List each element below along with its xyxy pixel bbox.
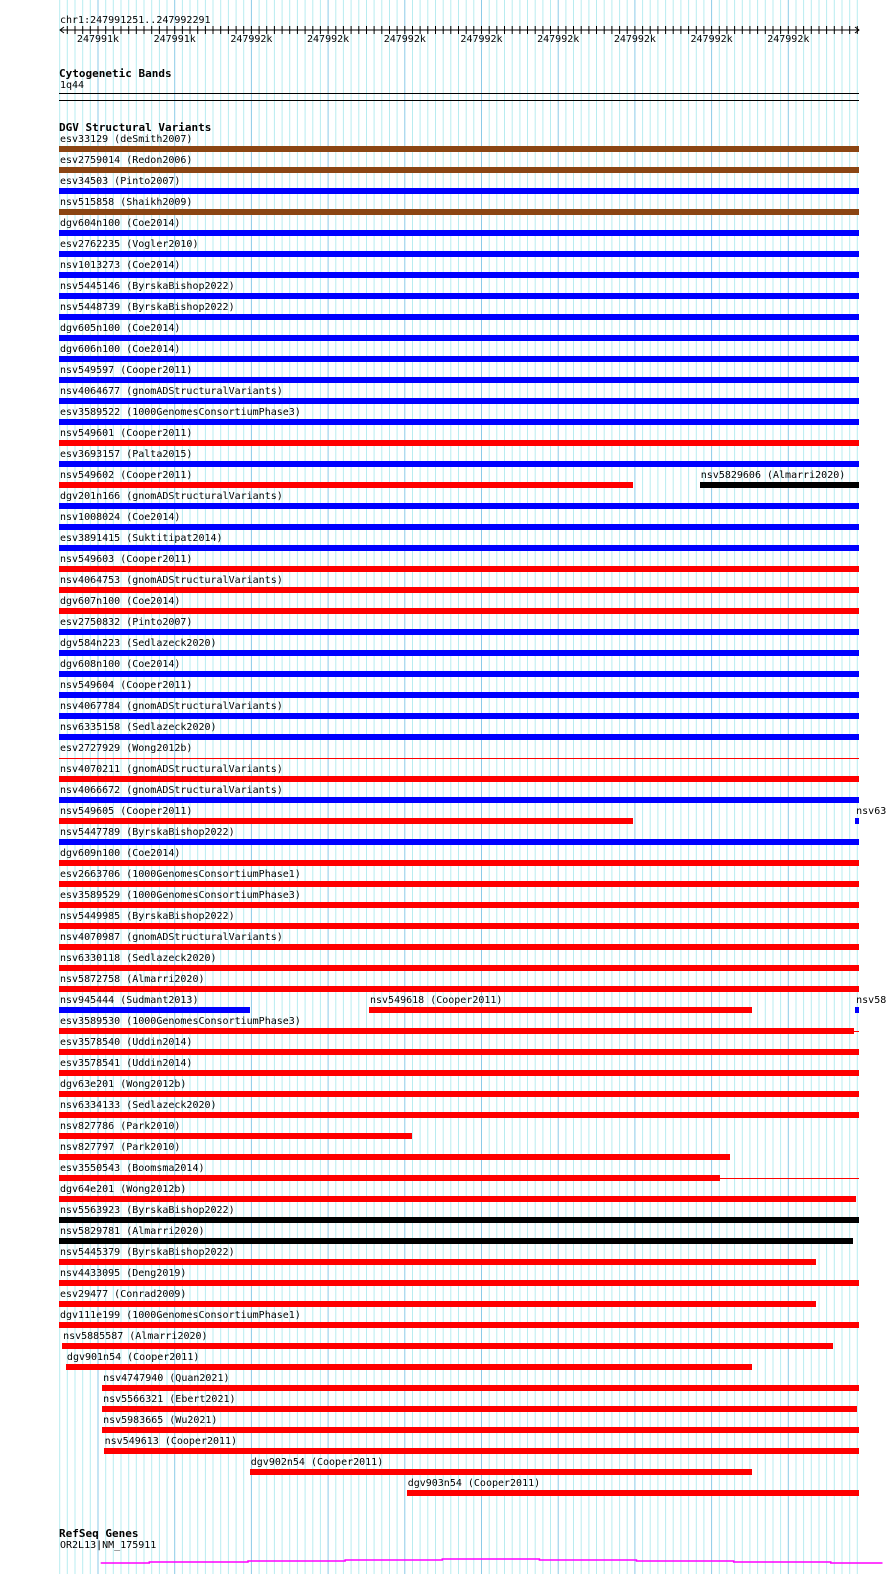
variant-bar[interactable] <box>59 860 859 866</box>
variant-label[interactable]: esv34503 (Pinto2007) <box>60 176 181 187</box>
variant-bar[interactable] <box>59 251 859 257</box>
variant-bar[interactable] <box>59 1007 250 1013</box>
variant-bar[interactable] <box>59 650 859 656</box>
variant-bar[interactable] <box>59 419 859 425</box>
cytoband-track-title: Cytogenetic Bands <box>59 67 172 80</box>
variant-bar[interactable] <box>59 1280 859 1286</box>
variant-label[interactable]: nsv4064753 (gnomADStructuralVariants) <box>60 575 283 586</box>
variant-label[interactable]: nsv5447789 (ByrskaBishop2022) <box>60 827 235 838</box>
variant-label[interactable]: esv3550543 (Boomsma2014) <box>60 1163 205 1174</box>
variant-bar[interactable] <box>59 671 859 677</box>
variant-bar[interactable] <box>102 1427 859 1433</box>
variant-bar[interactable] <box>59 335 859 341</box>
variant-label[interactable]: nsv4067784 (gnomADStructuralVariants) <box>60 701 283 712</box>
variant-bar[interactable] <box>59 356 859 362</box>
variant-label[interactable]: nsv945444 (Sudmant2013) <box>60 995 199 1006</box>
variant-label[interactable]: esv2727929 (Wong2012b) <box>60 743 193 754</box>
variant-bar[interactable] <box>102 1385 859 1391</box>
ruler-tick-label: 247992k <box>537 34 580 45</box>
variant-label[interactable]: esv3589530 (1000GenomesConsortiumPhase3) <box>60 1016 301 1027</box>
ruler-scale[interactable] <box>0 24 890 36</box>
variant-label[interactable]: nsv5563923 (ByrskaBishop2022) <box>60 1205 235 1216</box>
variant-label[interactable]: esv2762235 (Vogler2010) <box>60 239 199 250</box>
variant-thin-extension[interactable] <box>720 1178 859 1179</box>
variant-label[interactable]: nsv5829781 (Almarri2020) <box>60 1226 205 1237</box>
variant-label[interactable]: nsv549605 (Cooper2011) <box>60 806 193 817</box>
variant-label[interactable]: dgv201n166 (gnomADStructuralVariants) <box>60 491 283 502</box>
variant-label[interactable]: esv3589529 (1000GenomesConsortiumPhase3) <box>60 890 301 901</box>
variant-label[interactable]: dgv609n100 (Coe2014) <box>60 848 181 859</box>
variant-bar[interactable] <box>407 1490 859 1496</box>
variant-bar[interactable] <box>59 944 859 950</box>
variant-bar[interactable] <box>369 1007 752 1013</box>
variant-bar[interactable] <box>59 818 633 824</box>
gene-transcript-line[interactable] <box>101 1559 883 1563</box>
variant-label[interactable]: nsv6334133 (Sedlazeck2020) <box>60 1100 217 1111</box>
variant-bar[interactable] <box>59 1238 853 1244</box>
refseq-track-title: RefSeq Genes <box>59 1527 139 1540</box>
variant-bar[interactable] <box>59 461 859 467</box>
variant-bar[interactable] <box>59 923 859 929</box>
cytoband-line-top <box>59 93 859 94</box>
variant-label[interactable]: dgv902n54 (Cooper2011) <box>250 1457 384 1468</box>
variant-label[interactable]: nsv5448739 (ByrskaBishop2022) <box>60 302 235 313</box>
variant-label[interactable]: nsv5872758 (Almarri2020) <box>60 974 205 985</box>
variant-bar[interactable] <box>59 1091 859 1097</box>
variant-bar[interactable] <box>59 440 859 446</box>
variant-label[interactable]: nsv4070987 (gnomADStructuralVariants) <box>60 932 283 943</box>
variant-label[interactable]: nsv5445379 (ByrskaBishop2022) <box>60 1247 235 1258</box>
dgv-track-title: DGV Structural Variants <box>59 121 212 134</box>
variant-label[interactable]: esv29477 (Conrad2009) <box>60 1289 187 1300</box>
variant-label[interactable]: nsv5566321 (Ebert2021) <box>103 1394 236 1405</box>
variant-label[interactable]: nsv4064677 (gnomADStructuralVariants) <box>60 386 283 397</box>
ruler-tick-label: 247992k <box>690 34 733 45</box>
variant-label[interactable]: dgv111e199 (1000GenomesConsortiumPhase1) <box>60 1310 301 1321</box>
variant-bar[interactable] <box>855 1007 859 1013</box>
variant-bar[interactable] <box>59 1322 859 1328</box>
variant-bar[interactable] <box>59 272 859 278</box>
variant-label[interactable]: dgv584n223 (Sedlazeck2020) <box>60 638 217 649</box>
ruler-tick-label: 247991k <box>153 34 196 45</box>
ruler-tick-label: 247992k <box>230 34 273 45</box>
variant-bar[interactable] <box>59 1154 730 1160</box>
variant-label[interactable]: dgv608n100 (Coe2014) <box>60 659 181 670</box>
gene-label[interactable]: OR2L13|NM_175911 <box>60 1540 157 1551</box>
variant-bar[interactable] <box>700 482 859 488</box>
variant-bar[interactable] <box>59 524 859 530</box>
variant-bar[interactable] <box>59 1196 856 1202</box>
ruler-tick-label: 247992k <box>383 34 426 45</box>
variant-label[interactable]: nsv515858 (Shaikh2009) <box>60 197 193 208</box>
variant-label[interactable]: esv3578541 (Uddin2014) <box>60 1058 193 1069</box>
variant-bar[interactable] <box>59 1259 816 1265</box>
variant-label[interactable]: esv2759014 (Redon2006) <box>60 155 193 166</box>
variant-bar[interactable] <box>59 629 859 635</box>
variant-label[interactable]: nsv549618 (Cooper2011) <box>370 995 503 1006</box>
variant-bar[interactable] <box>102 1406 857 1412</box>
variant-label[interactable]: dgv605n100 (Coe2014) <box>60 323 181 334</box>
variant-label[interactable]: nsv549603 (Cooper2011) <box>60 554 193 565</box>
variant-thin-extension[interactable] <box>854 1031 859 1032</box>
variant-label[interactable]: nsv4066672 (gnomADStructuralVariants) <box>60 785 283 796</box>
ruler-tick-label: 247992k <box>460 34 503 45</box>
variant-label[interactable]: dgv64e201 (Wong2012b) <box>60 1184 187 1195</box>
variant-label[interactable]: nsv1008024 (Coe2014) <box>60 512 181 523</box>
variant-bar[interactable] <box>59 776 859 782</box>
variant-bar[interactable] <box>66 1364 752 1370</box>
variant-label[interactable]: esv3693157 (Palta2015) <box>60 449 193 460</box>
variant-label[interactable]: nsv549602 (Cooper2011) <box>60 470 193 481</box>
ruler-location: chr1:247991251..247992291 <box>60 15 211 26</box>
variant-label[interactable]: esv3891415 (Suktitipat2014) <box>60 533 223 544</box>
variant-label[interactable]: nsv827797 (Park2010) <box>60 1142 181 1153</box>
variant-label[interactable]: esv2750832 (Pinto2007) <box>60 617 193 628</box>
variant-bar[interactable] <box>59 1217 859 1223</box>
variant-label[interactable]: esv2663706 (1000GenomesConsortiumPhase1) <box>60 869 301 880</box>
variant-bar[interactable] <box>59 230 859 236</box>
variant-label[interactable]: nsv5885587 (Almarri2020) <box>63 1331 208 1342</box>
variant-bar[interactable] <box>59 608 859 614</box>
variant-bar[interactable] <box>59 377 859 383</box>
ruler-tick-label: 247992k <box>767 34 810 45</box>
variant-bar[interactable] <box>59 314 859 320</box>
variant-label[interactable]: nsv4747940 (Quan2021) <box>103 1373 230 1384</box>
variant-bar[interactable] <box>250 1469 752 1475</box>
variant-bar[interactable] <box>59 188 859 194</box>
variant-label[interactable]: dgv607n100 (Coe2014) <box>60 596 181 607</box>
variant-bar[interactable] <box>59 209 859 215</box>
variant-label[interactable]: dgv63e201 (Wong2012b) <box>60 1079 187 1090</box>
variant-bar[interactable] <box>62 1343 833 1349</box>
variant-bar[interactable] <box>59 965 859 971</box>
variant-label[interactable]: nsv549613 (Cooper2011) <box>104 1436 238 1447</box>
variant-bar[interactable] <box>59 1028 854 1034</box>
variant-label[interactable]: nsv549604 (Cooper2011) <box>60 680 193 691</box>
variant-bar[interactable] <box>59 734 859 740</box>
variant-label[interactable]: nsv6335158 (Sedlazeck2020) <box>60 722 217 733</box>
variant-label[interactable]: nsv827786 (Park2010) <box>60 1121 181 1132</box>
ruler-tick-label: 247991k <box>76 34 120 45</box>
variant-label[interactable]: nsv5445146 (ByrskaBishop2022) <box>60 281 235 292</box>
variant-bar[interactable] <box>59 758 859 759</box>
variant-bar[interactable] <box>59 902 859 908</box>
variant-label[interactable]: esv33129 (deSmith2007) <box>60 134 193 145</box>
variant-bar[interactable] <box>59 566 859 572</box>
variant-bar[interactable] <box>59 692 859 698</box>
variant-label[interactable]: nsv549601 (Cooper2011) <box>60 428 193 439</box>
variant-bar[interactable] <box>59 839 859 845</box>
cytoband-line-bottom <box>59 100 859 101</box>
variant-bar[interactable] <box>104 1448 859 1454</box>
variant-bar[interactable] <box>59 1049 859 1055</box>
variant-label[interactable]: esv3589522 (1000GenomesConsortiumPhase3) <box>60 407 301 418</box>
variant-label[interactable]: nsv58 <box>856 995 887 1006</box>
gene-feature[interactable] <box>0 1550 890 1570</box>
variant-bar[interactable] <box>59 1301 816 1307</box>
variant-bar[interactable] <box>59 545 859 551</box>
variant-label[interactable]: nsv5983665 (Wu2021) <box>103 1415 218 1426</box>
variant-bar[interactable] <box>59 1112 859 1118</box>
variant-bar[interactable] <box>59 986 859 992</box>
variant-label[interactable]: nsv63 <box>856 806 887 817</box>
variant-bar[interactable] <box>59 167 859 173</box>
variant-label[interactable]: nsv5449985 (ByrskaBishop2022) <box>60 911 235 922</box>
variant-bar[interactable] <box>59 293 859 299</box>
variant-label[interactable]: nsv549597 (Cooper2011) <box>60 365 193 376</box>
cytoband-label[interactable]: 1q44 <box>60 80 85 91</box>
variant-label[interactable]: nsv6330118 (Sedlazeck2020) <box>60 953 217 964</box>
variant-label[interactable]: dgv606n100 (Coe2014) <box>60 344 181 355</box>
variant-bar[interactable] <box>59 1133 412 1139</box>
variant-bar[interactable] <box>59 503 859 509</box>
variant-label[interactable]: dgv604n100 (Coe2014) <box>60 218 181 229</box>
variant-label[interactable]: nsv4070211 (gnomADStructuralVariants) <box>60 764 283 775</box>
variant-bar[interactable] <box>59 146 859 152</box>
variant-bar[interactable] <box>59 881 859 887</box>
ruler-tick-label: 247992k <box>613 34 656 45</box>
variant-label[interactable]: esv3578540 (Uddin2014) <box>60 1037 193 1048</box>
variant-label[interactable]: dgv903n54 (Cooper2011) <box>407 1478 541 1489</box>
variant-bar[interactable] <box>59 713 859 719</box>
variant-bar[interactable] <box>59 797 859 803</box>
variant-label[interactable]: nsv5829606 (Almarri2020) <box>700 470 846 481</box>
variant-label[interactable]: nsv1013273 (Coe2014) <box>60 260 181 271</box>
variant-bar[interactable] <box>59 1175 720 1181</box>
variant-bar[interactable] <box>855 818 859 824</box>
ruler-tick-label: 247992k <box>307 34 350 45</box>
variant-label[interactable]: nsv4433095 (Deng2019) <box>60 1268 187 1279</box>
variant-bar[interactable] <box>59 1070 859 1076</box>
variant-bar[interactable] <box>59 398 859 404</box>
variant-bar[interactable] <box>59 482 633 488</box>
variant-label[interactable]: dgv901n54 (Cooper2011) <box>66 1352 200 1363</box>
variant-bar[interactable] <box>59 587 859 593</box>
